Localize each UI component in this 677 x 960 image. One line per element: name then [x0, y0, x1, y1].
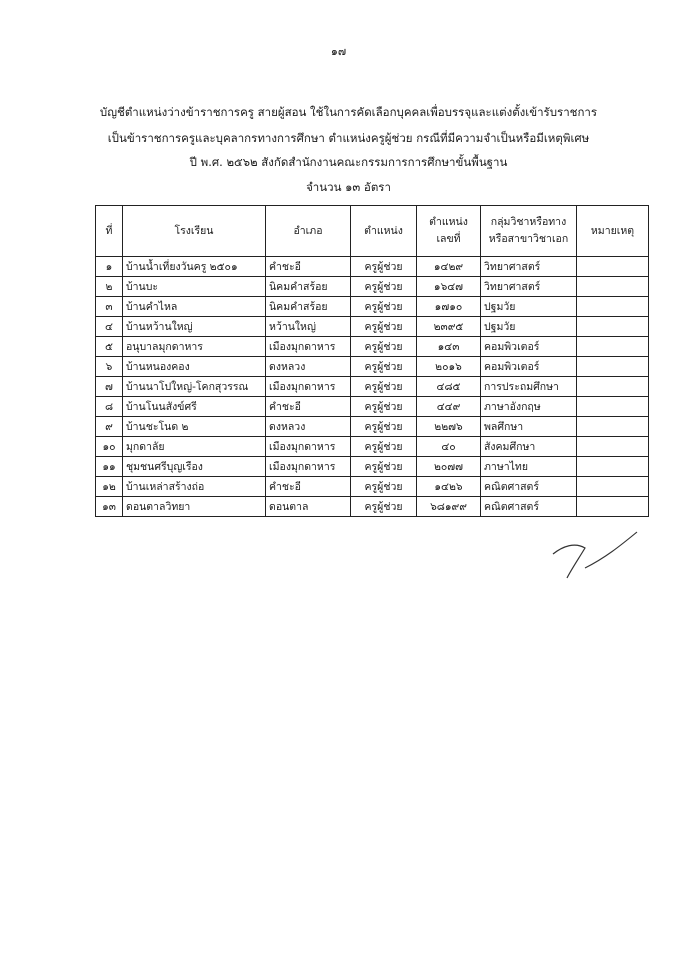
cell-position: ครูผู้ช่วย — [351, 357, 417, 377]
cell-position-number: ๑๗๑๐ — [417, 297, 481, 317]
cell-district: ดงหลวง — [266, 357, 351, 377]
table-row — [96, 477, 649, 497]
table-row — [96, 497, 649, 517]
cell-school: บ้านโนนสังข์ศรี — [123, 397, 266, 417]
cell-position: ครูผู้ช่วย — [351, 317, 417, 337]
cell-remark — [577, 377, 649, 397]
cell-position-number: ๔๔๙ — [417, 397, 481, 417]
cell-school: บ้านชะโนด ๒ — [123, 417, 266, 437]
cell-school: บ้านหว้านใหญ่ — [123, 317, 266, 337]
cell-position-number: ๖๘๑๙๙ — [417, 497, 481, 517]
cell-district: หว้านใหญ่ — [266, 317, 351, 337]
table-row — [96, 437, 649, 457]
signature-mark — [545, 528, 645, 588]
cell-school: บ้านคำไหล — [123, 297, 266, 317]
cell-school: ชุมชนศรีบุญเรือง — [123, 457, 266, 477]
cell-subject: วิทยาศาสตร์ — [481, 257, 577, 277]
heading-line-2: เป็นข้าราชการครูและบุคลากรทางการศึกษา ตำแหน่งครูผู้ช่วย กรณีที่มีความจำเป็นหรือมีเหตุพิเศษ — [107, 131, 590, 145]
cell-remark — [577, 297, 649, 317]
table-row — [96, 277, 649, 297]
cell-subject: ภาษาอังกฤษ — [481, 397, 577, 417]
table-row — [96, 457, 649, 477]
cell-position: ครูผู้ช่วย — [351, 417, 417, 437]
cell-no: ๑๐ — [96, 437, 123, 457]
table-row — [96, 257, 649, 277]
table-header-row — [96, 206, 649, 257]
cell-district: ดงหลวง — [266, 417, 351, 437]
header-subject — [481, 206, 577, 257]
header-no: ที่ — [96, 206, 123, 257]
cell-no: ๕ — [96, 337, 123, 357]
header-district: อำเภอ — [266, 206, 351, 257]
header-subject-line1: กลุ่มวิชาหรือทาง — [490, 216, 567, 228]
cell-school: บ้านหนองคอง — [123, 357, 266, 377]
cell-district: เมืองมุกดาหาร — [266, 377, 351, 397]
cell-position: ครูผู้ช่วย — [351, 377, 417, 397]
cell-position: ครูผู้ช่วย — [351, 497, 417, 517]
cell-position: ครูผู้ช่วย — [351, 477, 417, 497]
cell-subject: ปฐมวัย — [481, 317, 577, 337]
cell-district: ดอนตาล — [266, 497, 351, 517]
table-row — [96, 377, 649, 397]
header-remark: หมายเหตุ — [577, 206, 649, 257]
cell-position-number: ๑๔๓ — [417, 337, 481, 357]
cell-subject: คณิตศาสตร์ — [481, 497, 577, 517]
cell-no: ๑๑ — [96, 457, 123, 477]
cell-no: ๙ — [96, 417, 123, 437]
cell-no: ๔ — [96, 317, 123, 337]
cell-position: ครูผู้ช่วย — [351, 297, 417, 317]
cell-school: บ้านนาโปใหญ่-โคกสุวรรณ — [123, 377, 266, 397]
cell-subject: ปฐมวัย — [481, 297, 577, 317]
cell-subject: พลศึกษา — [481, 417, 577, 437]
cell-school: บ้านน้ำเที่ยงวันครู ๒๕๐๑ — [123, 257, 266, 277]
cell-no: ๗ — [96, 377, 123, 397]
cell-school: ดอนตาลวิทยา — [123, 497, 266, 517]
cell-remark — [577, 477, 649, 497]
cell-position: ครูผู้ช่วย — [351, 257, 417, 277]
cell-district: คำชะอี — [266, 257, 351, 277]
heading-line-4: จำนวน ๑๓ อัตรา — [306, 180, 391, 194]
header-position-number-line1: ตำแหน่ง — [429, 216, 468, 228]
cell-remark — [577, 257, 649, 277]
cell-position-number: ๔๘๕ — [417, 377, 481, 397]
cell-school: อนุบาลมุกดาหาร — [123, 337, 266, 357]
cell-subject: ภาษาไทย — [481, 457, 577, 477]
cell-district: นิคมคำสร้อย — [266, 277, 351, 297]
cell-district: เมืองมุกดาหาร — [266, 437, 351, 457]
table-row — [96, 317, 649, 337]
cell-school: บ้านเหล่าสร้างถ่อ — [123, 477, 266, 497]
cell-remark — [577, 277, 649, 297]
header-position-number — [417, 206, 481, 257]
cell-position-number: ๔๐ — [417, 437, 481, 457]
cell-district: คำชะอี — [266, 477, 351, 497]
cell-remark — [577, 337, 649, 357]
cell-remark — [577, 397, 649, 417]
cell-subject: สังคมศึกษา — [481, 437, 577, 457]
cell-subject: วิทยาศาสตร์ — [481, 277, 577, 297]
cell-school: มุกดาลัย — [123, 437, 266, 457]
cell-position-number: ๒๐๑๖ — [417, 357, 481, 377]
cell-remark — [577, 417, 649, 437]
cell-subject: การประถมศึกษา — [481, 377, 577, 397]
cell-no: ๖ — [96, 357, 123, 377]
cell-no: ๑ — [96, 257, 123, 277]
cell-subject: คอมพิวเตอร์ — [481, 357, 577, 377]
cell-no: ๑๓ — [96, 497, 123, 517]
cell-district: คำชะอี — [266, 397, 351, 417]
cell-remark — [577, 317, 649, 337]
cell-position-number: ๑๔๒๙ — [417, 257, 481, 277]
cell-remark — [577, 457, 649, 477]
cell-position-number: ๒๐๗๗ — [417, 457, 481, 477]
cell-position: ครูผู้ช่วย — [351, 457, 417, 477]
cell-no: ๘ — [96, 397, 123, 417]
table-row — [96, 357, 649, 377]
cell-subject: คอมพิวเตอร์ — [481, 337, 577, 357]
cell-position-number: ๒๒๗๖ — [417, 417, 481, 437]
heading-line-3: ปี พ.ศ. ๒๕๖๒ สังกัดสำนักงานคณะกรรมการการศึกษาขั้นพื้นฐาน — [189, 155, 508, 169]
header-school: โรงเรียน — [123, 206, 266, 257]
table-row — [96, 397, 649, 417]
table-row — [96, 417, 649, 437]
cell-subject: คณิตศาสตร์ — [481, 477, 577, 497]
page-number: ๑๗ — [330, 45, 347, 58]
cell-district: เมืองมุกดาหาร — [266, 337, 351, 357]
cell-position: ครูผู้ช่วย — [351, 397, 417, 417]
cell-district: เมืองมุกดาหาร — [266, 457, 351, 477]
cell-remark — [577, 497, 649, 517]
cell-position: ครูผู้ช่วย — [351, 277, 417, 297]
cell-position-number: ๑๔๒๖ — [417, 477, 481, 497]
header-subject-line2: หรือสาขาวิชาเอก — [488, 233, 569, 245]
cell-position-number: ๑๖๔๗ — [417, 277, 481, 297]
table-row — [96, 337, 649, 357]
cell-no: ๑๒ — [96, 477, 123, 497]
cell-no: ๒ — [96, 277, 123, 297]
cell-remark — [577, 437, 649, 457]
cell-school: บ้านบะ — [123, 277, 266, 297]
cell-no: ๓ — [96, 297, 123, 317]
cell-remark — [577, 357, 649, 377]
header-position-number-line2: เลขที่ — [436, 233, 461, 245]
table-row — [96, 297, 649, 317]
header-position: ตำแหน่ง — [351, 206, 417, 257]
cell-position: ครูผู้ช่วย — [351, 337, 417, 357]
heading-line-1: บัญชีตำแหน่งว่างข้าราชการครู สายผู้สอน ใช้ในการคัดเลือกบุคคลเพื่อบรรจุและแต่งตั้งเข้ารับราชการ — [99, 105, 598, 119]
cell-district: นิคมคำสร้อย — [266, 297, 351, 317]
cell-position: ครูผู้ช่วย — [351, 437, 417, 457]
cell-position-number: ๒๓๙๕ — [417, 317, 481, 337]
vacancy-table — [95, 205, 649, 517]
